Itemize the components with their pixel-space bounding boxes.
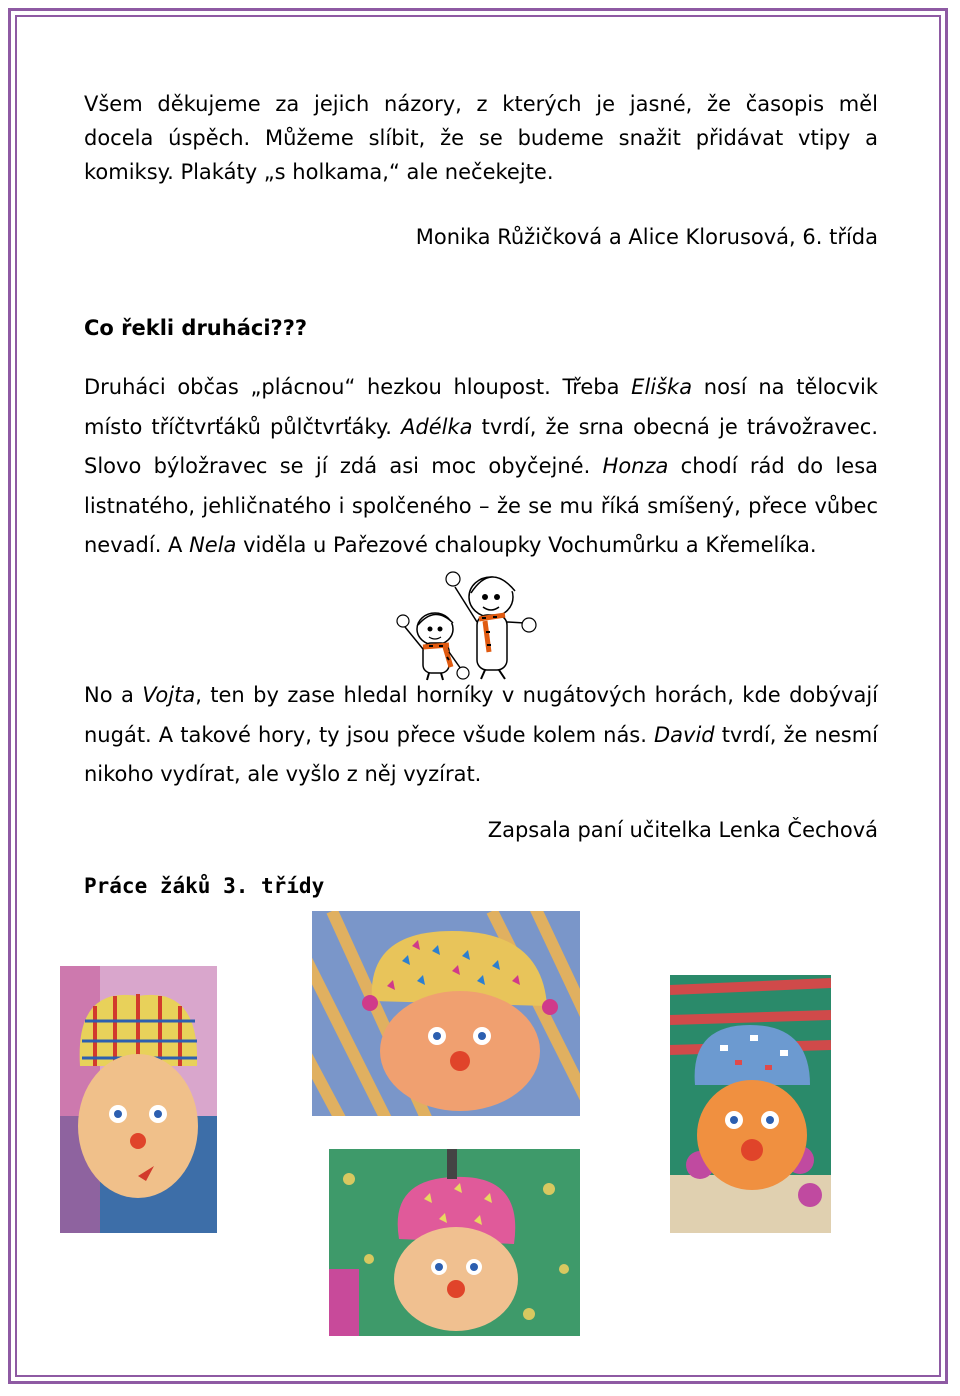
name-nela: Nela bbox=[189, 533, 237, 558]
name-david: David bbox=[654, 722, 715, 747]
intro-signature: Monika Růžičková a Alice Klorusová, 6. třída bbox=[415, 225, 878, 249]
student-artwork-photo-3 bbox=[670, 975, 831, 1233]
intro-line: Všem děkujeme za jejich názory, z kterých je jasné, že časopis měl bbox=[84, 92, 878, 116]
intro-line: komiksy. Plakáty „s holkama,“ ale nečekejte. bbox=[84, 160, 554, 184]
section-heading-druhaci: Co řekli druháci??? bbox=[84, 316, 308, 340]
name-vojta: Vojta bbox=[142, 683, 196, 707]
druhaci-signature: Zapsala paní učitelka Lenka Čechová bbox=[487, 818, 878, 842]
name-eliska: Eliška bbox=[631, 375, 693, 399]
druhaci-paragraph-2: No a Vojta, ten by zase hledal horníky v nugátových horách, kde dobývají nugát. A takové hory, ty jsou přece všude kolem nás. David tvrdí, že nesmí nikoho vydírat, ale vyšlo z něj vyzírat. bbox=[84, 683, 879, 787]
student-artwork-photo-1 bbox=[60, 966, 217, 1233]
section-heading-prace: Práce žáků 3. třídy bbox=[84, 874, 325, 898]
druhaci-paragraph-1: Druháci občas „plácnou“ hezkou hloupost. Třeba Eliška nosí na tělocvik místo tříčtvrťáků půlčtvrťáky. Adélka tvrdí, že srna obecná je trávožravec. Slovo býložravec se jí zdá asi moc obyčejné. Honza chodí rád do lesa listnatého, jehličnatého i spolčeného – že se mu říká smíšený, přece vůbec nevadí. A Nela viděla u Pařezové chaloupky Vochumůrku a Křemelíka. bbox=[84, 375, 878, 558]
intro-line: docela úspěch. Můžeme slíbit, že se budeme snažit přidávat vtipy a bbox=[84, 126, 878, 150]
name-adelka: Adélka bbox=[401, 414, 473, 439]
student-artwork-photo-4 bbox=[329, 1149, 580, 1336]
intro-paragraph bbox=[84, 87, 878, 189]
student-artwork-photo-2 bbox=[312, 911, 580, 1116]
cartoon-vochomurka-kremelik bbox=[393, 557, 543, 682]
name-honza: Honza bbox=[602, 454, 669, 479]
